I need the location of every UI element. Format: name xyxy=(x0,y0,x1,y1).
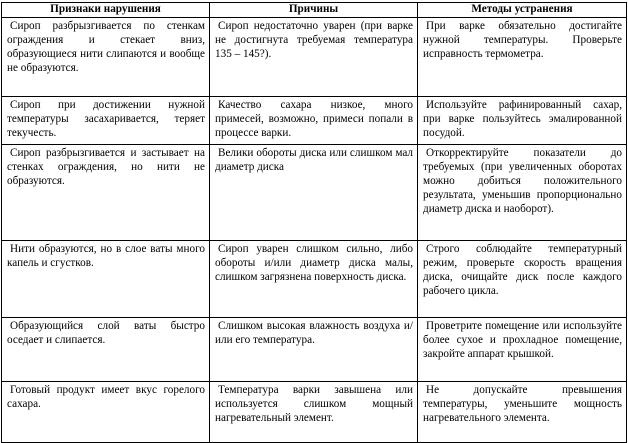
header-remedies: Методы устранения xyxy=(418,3,627,18)
table-row xyxy=(2,97,627,145)
sign-cell xyxy=(2,97,210,145)
header-row xyxy=(2,3,627,18)
remedy-cell xyxy=(418,18,627,97)
remedy-cell xyxy=(418,241,627,318)
table-row xyxy=(2,18,627,97)
cause-cell xyxy=(210,97,418,145)
sign-text: Образующийся слой ваты быстро оседает и слипается. xyxy=(7,320,205,346)
cause-text: Слишком высокая влажность воздуха и/или его температура. xyxy=(215,320,413,346)
remedy-text: Проветрите помещение или используйте более сухое и прохладное помещение, закройте аппарат крышкой. xyxy=(423,320,622,360)
remedy-cell xyxy=(418,145,627,241)
remedy-text: Используйте рафинированный сахар, при варке пользуйтесь эмалированной посудой. xyxy=(423,99,622,139)
cause-text: Качество сахара низкое, много примесей, возможно, примеси попали в процессе варки. xyxy=(215,99,413,139)
sign-cell xyxy=(2,318,210,382)
cause-cell xyxy=(210,382,418,443)
remedy-text: При варке обязательно достигайте нужной температуры. Проверьте исправность термометра. xyxy=(423,20,622,60)
header-signs: Признаки нарушения xyxy=(2,3,210,18)
remedy-text: Не допускайте превышения температуры, уменьшите мощность нагревательного элемента. xyxy=(423,384,622,424)
troubleshooting-table xyxy=(1,2,627,443)
remedy-text: Строго соблюдайте температурный режим, проверьте скорость вращения диска, очищайте диск после каждого рабочего цикла. xyxy=(423,243,622,297)
cause-cell xyxy=(210,241,418,318)
troubleshooting-sheet xyxy=(1,2,626,443)
remedy-cell xyxy=(418,97,627,145)
cause-text: Велики обороты диска или слишком мал диаметр диска xyxy=(215,147,413,173)
cause-text: Сироп недостаточно уварен (при варке не достигнута требуемая температура 135 – 145?). xyxy=(215,20,413,60)
sign-text: Сироп разбрызгивается и застывает на стенках ограждения, но нити не образуются. xyxy=(7,147,205,187)
sign-cell xyxy=(2,18,210,97)
table-row xyxy=(2,241,627,318)
cause-cell xyxy=(210,145,418,241)
sign-text: Готовый продукт имеет вкус горелого сахара. xyxy=(7,384,205,410)
table-row xyxy=(2,145,627,241)
remedy-cell xyxy=(418,382,627,443)
sign-cell xyxy=(2,145,210,241)
remedy-text: Откорректируйте показатели до требуемых (при увеличенных оборотах можно добиться положительного результата, уменьшив пропорционально диаметр диска и наоборот). xyxy=(423,147,622,215)
table-row xyxy=(2,318,627,382)
header-causes: Причины xyxy=(210,3,418,18)
sign-cell xyxy=(2,241,210,318)
cause-cell xyxy=(210,318,418,382)
table-row xyxy=(2,382,627,443)
sign-cell xyxy=(2,382,210,443)
sign-text: Сироп разбрызгивается по стенкам ограждения и стекает вниз, образующиеся нити слипаются и вообще не образуются. xyxy=(7,20,205,74)
remedy-cell xyxy=(418,318,627,382)
cause-cell xyxy=(210,18,418,97)
cause-text: Сироп уварен слишком сильно, либо обороты и/или диаметр диска малы, слишком загрязнена поверхность диска. xyxy=(215,243,413,283)
sign-text: Нити образуются, но в слое ваты много капель и сгустков. xyxy=(7,243,205,269)
cause-text: Температура варки завышена или используется слишком мощный нагревательный элемент. xyxy=(215,384,413,424)
sign-text: Сироп при достижении нужной температуры засахаривается, теряет текучесть. xyxy=(7,99,205,139)
